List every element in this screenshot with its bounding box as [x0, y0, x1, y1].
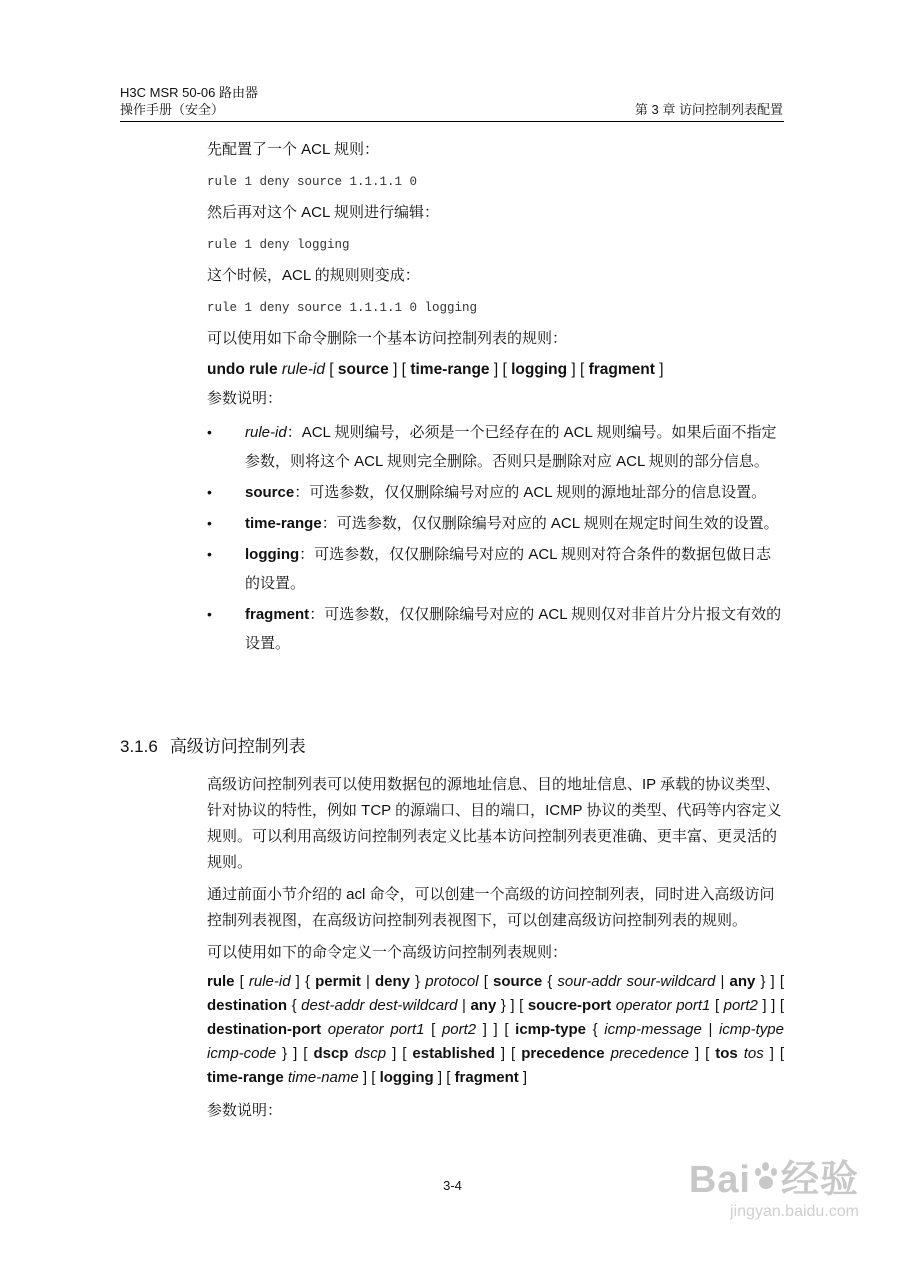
cmd-arg: operator	[615, 997, 672, 1014]
cmd-keyword: deny	[375, 973, 411, 990]
cmd-keyword: dscp	[313, 1045, 349, 1062]
list-item	[207, 418, 784, 476]
param-term: logging	[245, 546, 300, 563]
paragraph: 高级访问控制列表可以使用数据包的源地址信息、目的地址信息、IP 承载的协议类型、针对协议的特性，例如 TCP 的源端口、目的端口，ICMP 协议的类型、代码等内容定义规则。可以利用高级访问控制列表定义比基本访问控制列表更准确、更丰富、更灵活的规则。	[207, 776, 782, 871]
paw-icon	[753, 1162, 779, 1192]
cmd-arg: port2	[723, 997, 758, 1014]
cmd-keyword: logging	[511, 361, 568, 378]
param-term: rule-id	[245, 424, 287, 441]
watermark-logo-right: 经验	[780, 1159, 859, 1201]
cmd-keyword: any	[470, 997, 497, 1014]
rule-syntax: rule [ rule-id ] { permit | deny } protocol [ source { sour-addr sour-wildcard | any } ] [ destination { dest-addr dest-wildcard | any } ] [ soucre-port operator port1 [ port2 ] ] [ destination-port operator port1 [ port2 ] ] [ icmp-type { icmp-message | icmp-type icmp-code } ] [ dscp dscp ] [ established ] [ precedence precedence ] [ tos tos ] [ time-range time-name ] [ logging ] [ fragment ]	[207, 973, 785, 1086]
cmd-arg: dscp	[354, 1045, 387, 1062]
section-heading	[120, 735, 306, 759]
cmd-arg: rule-id	[281, 361, 325, 378]
section-number: 3.1.6	[120, 737, 158, 756]
section-title: 高级访问控制列表	[169, 737, 306, 756]
code-line: rule 1 deny source 1.1.1.1 0	[207, 175, 418, 189]
param-sep: ：	[294, 484, 310, 501]
watermark-logo-left: Bai	[688, 1159, 751, 1201]
cmd-arg: port1	[676, 997, 711, 1014]
param-sep: ：	[286, 424, 302, 441]
advanced-acl-section	[207, 772, 784, 1124]
cmd-keyword: source	[492, 973, 543, 990]
bullet-icon: •	[207, 484, 212, 500]
cmd-arg: sour-wildcard	[626, 973, 716, 990]
code-line: rule 1 deny logging	[207, 238, 350, 252]
param-term: source	[245, 484, 295, 501]
header-manual: 操作手册（安全）	[120, 102, 225, 117]
cmd-arg: icmp-code	[207, 1045, 277, 1062]
cmd-keyword: logging	[379, 1069, 434, 1086]
cmd-keyword: established	[412, 1045, 495, 1062]
param-term: fragment	[245, 606, 310, 623]
cmd-arg: port2	[441, 1021, 477, 1038]
paragraph: 然后再对这个 ACL 规则进行编辑：	[207, 204, 439, 221]
param-desc: 可选参数，仅仅删除编号对应的 ACL 规则对符合条件的数据包做日志的设置。	[245, 546, 772, 592]
undo-rule-syntax: undo rule rule-id [ source ] [ time-range ] [ logging ] [ fragment ]	[207, 361, 664, 378]
watermark-logo	[649, 1158, 859, 1202]
paragraph: 先配置了一个 ACL 规则：	[207, 141, 379, 158]
cmd-keyword: precedence	[521, 1045, 605, 1062]
param-desc: ACL 规则编号，必须是一个已经存在的 ACL 规则编号。如果后面不指定参数，则将这个 ACL 规则完全删除。否则只是删除对应 ACL 规则的部分信息。	[245, 424, 777, 470]
cmd-keyword: source	[337, 361, 389, 378]
cmd-keyword: icmp-type	[515, 1021, 587, 1038]
paragraph: 可以使用如下的命令定义一个高级访问控制列表规则：	[207, 944, 568, 961]
list-item	[207, 509, 784, 538]
paragraph: 可以使用如下命令删除一个基本访问控制列表的规则：	[207, 330, 568, 347]
param-desc: 可选参数，仅仅删除编号对应的 ACL 规则的源地址部分的信息设置。	[309, 484, 767, 501]
cmd-keyword: fragment	[454, 1069, 519, 1086]
cmd-keyword: time-range	[410, 361, 490, 378]
cmd-keyword: time-range	[207, 1069, 284, 1086]
cmd-arg: protocol	[425, 973, 479, 990]
bullet-icon: •	[207, 546, 212, 562]
param-desc: 可选参数，仅仅删除编号对应的 ACL 规则在规定时间生效的设置。	[336, 515, 779, 532]
cmd-keyword: undo rule	[207, 361, 278, 378]
param-sep: ：	[321, 515, 337, 532]
params-list-block	[207, 418, 784, 660]
param-term: time-range	[245, 515, 322, 532]
params-label: 参数说明：	[207, 1102, 283, 1119]
cmd-arg: precedence	[610, 1045, 689, 1062]
cmd-arg: port1	[390, 1021, 425, 1038]
cmd-keyword: soucre-port	[527, 997, 612, 1014]
cmd-arg: operator	[327, 1021, 384, 1038]
page-header	[120, 84, 258, 118]
cmd-arg: icmp-message	[604, 1021, 702, 1038]
list-item	[207, 600, 784, 658]
cmd-arg: rule-id	[248, 973, 291, 990]
page-number: 3-4	[443, 1178, 462, 1193]
cmd-keyword: tos	[715, 1045, 738, 1062]
cmd-arg: icmp-type	[718, 1021, 784, 1038]
params-list	[207, 418, 784, 658]
bullet-icon: •	[207, 424, 212, 440]
cmd-keyword: permit	[315, 973, 361, 990]
cmd-arg: tos	[743, 1045, 764, 1062]
watermark-url: jingyan.baidu.com	[730, 1203, 859, 1220]
cmd-arg: sour-addr	[557, 973, 622, 990]
header-chapter: 第 3 章 访问控制列表配置	[634, 102, 783, 117]
list-item	[207, 540, 784, 598]
param-sep: ：	[299, 546, 315, 563]
header-divider	[120, 121, 784, 122]
acl-edit-example	[207, 137, 784, 412]
header-product: H3C MSR 50-06 路由器	[120, 85, 258, 100]
cmd-arg: dest-wildcard	[369, 997, 458, 1014]
list-item	[207, 478, 784, 507]
cmd-arg: dest-addr	[301, 997, 365, 1014]
cmd-keyword: destination	[207, 997, 288, 1014]
cmd-keyword: destination-port	[207, 1021, 322, 1038]
code-line: rule 1 deny source 1.1.1.1 0 logging	[207, 301, 478, 315]
watermark	[649, 1158, 859, 1222]
paragraph: 通过前面小节介绍的 acl 命令，可以创建一个高级的访问控制列表，同时进入高级访问控制列表视图，在高级访问控制列表视图下，可以创建高级访问控制列表的规则。	[207, 886, 775, 929]
bullet-icon: •	[207, 606, 212, 622]
bullet-icon: •	[207, 515, 212, 531]
cmd-keyword: any	[729, 973, 756, 990]
param-desc: 可选参数，仅仅删除编号对应的 ACL 规则仅对非首片分片报文有效的设置。	[245, 606, 782, 652]
params-label: 参数说明：	[207, 390, 283, 407]
cmd-arg: time-name	[287, 1069, 359, 1086]
cmd-keyword: rule	[207, 973, 235, 990]
param-sep: ：	[309, 606, 325, 623]
cmd-keyword: fragment	[588, 361, 655, 378]
paragraph: 这个时候，ACL 的规则则变成：	[207, 267, 420, 284]
